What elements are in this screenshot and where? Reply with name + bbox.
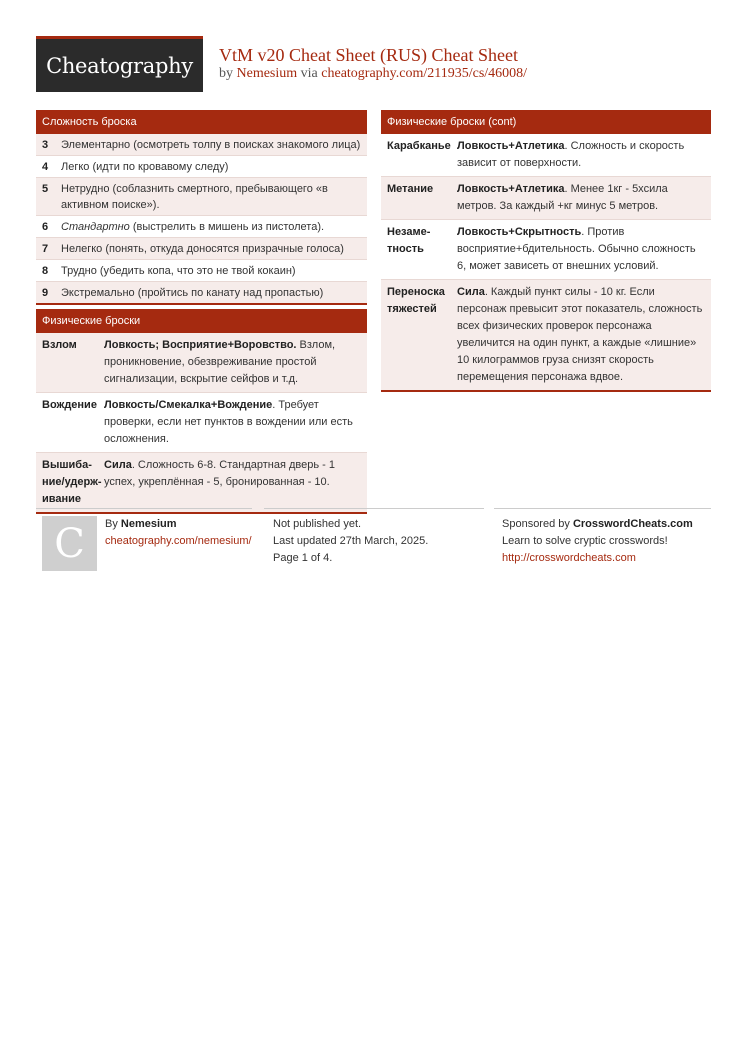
- logo-text: Cheatography: [46, 53, 193, 78]
- row-number: 9: [42, 287, 49, 299]
- row-value-bold: Ловкость+Скрытность: [457, 226, 582, 238]
- row-number: 4: [42, 161, 49, 173]
- footer-author-name: Nemesium: [120, 518, 177, 530]
- row-value-rest: . Против восприятие+бдительность. Обычно сложность 6, может зависеть от внешних условий.: [457, 226, 696, 272]
- row-value-rest: . Сложность 6-8. Стандартная дверь - 1 успех, укреплённая - 5, бронированная - 10.: [104, 459, 335, 488]
- table-row: [36, 282, 367, 303]
- author-link[interactable]: Nemesium: [236, 66, 298, 81]
- byline-via: via: [297, 66, 322, 81]
- table-row: [36, 156, 367, 178]
- table-row: [381, 134, 711, 177]
- row-text-rest: (выстрелить в мишень из пистолета).: [129, 221, 325, 233]
- row-value-rest: . Сложность и скорость зависит от поверхности.: [457, 140, 685, 169]
- footer-updated: Last updated 27th March, 2025.: [273, 535, 429, 547]
- table-row: [381, 280, 711, 390]
- row-value-bold: Ловкость; Восприятие+Воровство.: [104, 339, 297, 351]
- sheet-url-link[interactable]: cheatography.com/211935/cs/46008/: [321, 66, 528, 81]
- table-row: [36, 238, 367, 260]
- row-text: Элементарно (осмотреть толпу в поисках знакомого лица): [61, 139, 361, 151]
- avatar-letter: C: [54, 520, 85, 567]
- footer-sponsor-tagline: Learn to solve cryptic crosswords!: [502, 535, 668, 547]
- row-number: 6: [42, 221, 49, 233]
- row-key: Незаметность: [387, 226, 431, 255]
- page-title: VtM v20 Cheat Sheet (RUS) Cheat Sheet: [219, 45, 518, 65]
- row-text: Нетрудно (соблазнить смертного, пребывающего «в активном поиске»).: [61, 183, 328, 211]
- row-value-rest: . Требует проверки, если нет пунктов в вождении или есть осложнения.: [104, 399, 353, 445]
- row-value: [457, 284, 707, 386]
- row-key: Взлом: [42, 339, 77, 351]
- footer-author: [105, 516, 252, 550]
- row-value-bold: Ловкость+Атлетика: [457, 140, 565, 152]
- row-number: 8: [42, 265, 49, 277]
- footer-published: Not published yet.: [273, 518, 362, 530]
- table-row: [36, 453, 367, 512]
- row-value-bold: Сила: [104, 459, 132, 471]
- row-text: Легко (идти по кровавому следу): [61, 161, 229, 173]
- physical-block: [36, 309, 367, 514]
- row-value: [457, 181, 707, 215]
- row-value: [104, 397, 363, 448]
- table-row: [36, 393, 367, 453]
- row-value: [457, 224, 707, 275]
- footer-sponsor-prefix: Sponsored by: [502, 518, 573, 530]
- author-avatar[interactable]: [42, 516, 97, 571]
- difficulty-heading: Сложность броска: [36, 110, 367, 134]
- table-row: [36, 134, 367, 156]
- table-row: [36, 260, 367, 282]
- physical-heading: Физические броски: [36, 309, 367, 333]
- footer-sponsor-link[interactable]: http://crosswordcheats.com: [502, 552, 636, 564]
- row-key: Метание: [387, 183, 434, 195]
- table-row: [36, 178, 367, 216]
- row-key: Карабканье: [387, 140, 451, 152]
- table-row: [36, 216, 367, 238]
- footer-sponsor-name: CrosswordCheats.com: [572, 518, 693, 530]
- row-key: Вождение: [42, 399, 97, 411]
- row-number: 3: [42, 139, 49, 151]
- row-text: [61, 219, 363, 235]
- footer-status: [273, 516, 428, 567]
- row-text: Трудно (убедить копа, что это не твой кокаин): [61, 265, 296, 277]
- physical-cont-heading: Физические броски (cont): [381, 110, 711, 134]
- row-value-bold: Сила: [457, 286, 485, 298]
- physical-cont-block: [381, 110, 711, 392]
- row-value-rest: . Менее 1кг - 5хсила метров. За каждый +кг минус 5 метров.: [457, 183, 668, 212]
- row-number: 5: [42, 183, 49, 195]
- row-value: [104, 337, 363, 388]
- row-value-rest: Взлом, проникновение, обезвреживание простой сигнализации, вскрытие сейфов и т.д.: [104, 339, 336, 385]
- footer-by-label: By: [105, 518, 121, 530]
- footer-sponsor: [502, 516, 693, 567]
- footer-divider: [494, 508, 711, 509]
- row-text: Экстремально (пройтись по канату над пропастью): [61, 287, 324, 299]
- footer-divider: [36, 508, 252, 509]
- byline-prefix: by: [219, 66, 237, 81]
- row-value-bold: Ловкость+Атлетика: [457, 183, 565, 195]
- footer-author-link[interactable]: cheatography.com/nemesium/: [105, 535, 252, 547]
- row-value: [104, 457, 363, 508]
- row-text: Нелегко (понять, откуда доносятся призрачные голоса): [61, 243, 344, 255]
- table-row: [36, 333, 367, 393]
- footer-divider: [264, 508, 484, 509]
- row-number: 7: [42, 243, 49, 255]
- cheatography-logo[interactable]: [36, 36, 203, 92]
- byline: [219, 66, 527, 82]
- row-value-rest: . Каждый пункт силы - 10 кг. Если персонаж превысит этот показатель, сложность всех физических проверок персонажа увеличится на один пункт, а каждые «лишние» 10 килограммов груза снизят скорость перемещения персонажа вдвое.: [457, 286, 703, 383]
- table-row: [381, 177, 711, 220]
- row-value-bold: Ловкость/Смекалка+Вождение: [104, 399, 273, 411]
- row-value: [457, 138, 707, 172]
- row-key: Вышибание/удерживание: [42, 459, 102, 505]
- difficulty-block: [36, 110, 367, 305]
- table-row: [381, 220, 711, 280]
- row-key: Переноска тяжестей: [387, 286, 445, 315]
- footer-page: Page 1 of 4.: [273, 552, 333, 564]
- row-emphasis: Стандартно: [61, 221, 130, 233]
